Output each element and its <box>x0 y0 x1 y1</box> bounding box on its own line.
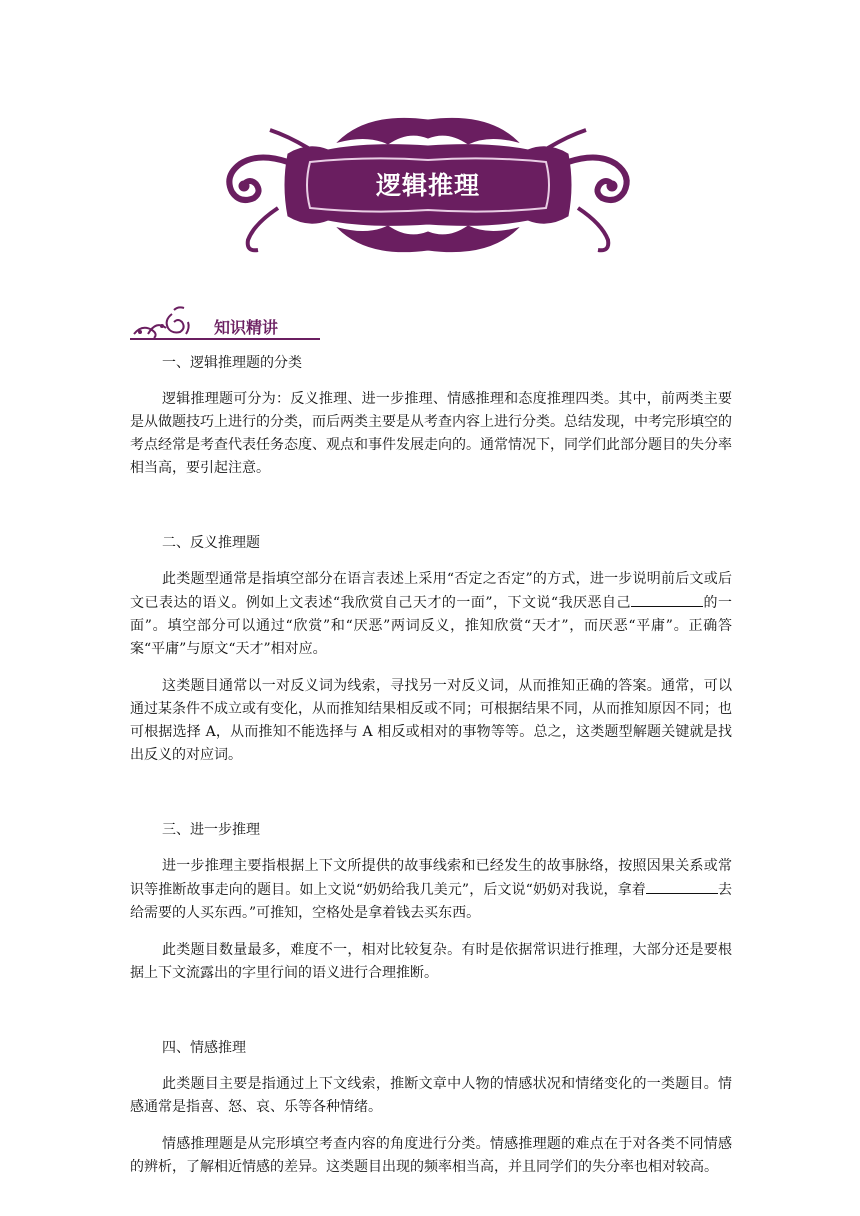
paragraph-text: 进一步推理主要指根据上下文所提供的故事线索和已经发生的故事脉络，按照因果关系或常识等推断故事走向的题目。如上文说“奶奶给我几美元”，后文说“奶奶对我说，拿着 <box>130 858 732 898</box>
paragraph <box>130 1133 732 1179</box>
paragraph-text: 此类题目主要是指通过上下文线索，推断文章中人物的情感状况和情绪变化的一类题目。情感通常是指喜、怒、哀、乐等各种情绪。 <box>130 1076 732 1115</box>
section-title: 知识精讲 <box>214 318 279 337</box>
block-heading: 三、进一步推理 <box>162 822 260 838</box>
floral-ornament-icon <box>128 304 208 340</box>
block-antonym <box>130 532 732 767</box>
paragraph-text: 逻辑推理题可分为：反义推理、进一步推理、情感推理和态度推理四类。其中，前两类主要是从做题技巧上进行的分类，而后两类主要是从考查内容上进行分类。总结发现，中考完形填空的考点经常是考查代表任务态度、观点和事件发展走向的。通常情况下，同学们此部分题目的失分率相当高，要引起注意。 <box>130 391 732 476</box>
page-title: 逻辑推理 <box>375 171 480 200</box>
block-classification <box>130 352 732 480</box>
paragraph <box>130 675 732 767</box>
block-emotion <box>130 1037 732 1179</box>
section-underline <box>130 338 320 340</box>
block-heading: 四、情感推理 <box>162 1040 246 1056</box>
content-body <box>130 352 732 1179</box>
paragraph-text: 这类题目通常以一对反义词为线索，寻找另一对反义词，从而推知正确的答案。通常，可以通过某条件不成立或有变化，从而推知结果相反或不同；可根据结果不同，从而推知原因不同；也可根据选择 A，从而推知不能选择与 A 相反或相对的事物等等。总之，这类题型解题关键就是找出反义的对应词。 <box>130 678 732 763</box>
block-further-inference <box>130 819 732 985</box>
paragraph-text: 去给需要的人买东西。”可推知，空格处是拿着钱去买东西。 <box>130 882 732 921</box>
fill-blank <box>646 878 718 894</box>
paragraph <box>130 568 732 661</box>
block-heading: 二、反义推理题 <box>162 535 260 551</box>
paragraph-text: 此类题目数量最多，难度不一，相对比较复杂。有时是依据常识进行推理，大部分还是要根据上下文流露出的字里行间的语义进行合理推断。 <box>130 942 732 981</box>
paragraph <box>130 855 732 925</box>
section-header <box>128 304 328 342</box>
paragraph-text: 此类题型通常是指填空部分在语言表述上采用“否定之否定”的方式，进一步说明前后文或后文已表达的语义。例如上文表述“我欣赏自己天才的一面”，下文说“我厌恶自己 <box>130 571 732 611</box>
fill-blank <box>631 591 703 607</box>
block-heading: 一、逻辑推理题的分类 <box>162 355 302 371</box>
paragraph <box>130 1073 732 1119</box>
paragraph-text: 的一面”。填空部分可以通过“欣赏”和“厌恶”两词反义，推知欣赏“天才”，而厌恶“平庸”。正确答案“平庸”与原文“天才”相对应。 <box>130 595 732 657</box>
paragraph <box>130 939 732 985</box>
paragraph-text: 情感推理题是从完形填空考查内容的角度进行分类。情感推理题的难点在于对各类不同情感的辨析，了解相近情感的差异。这类题目出现的频率相当高，并且同学们的失分率也相对较高。 <box>130 1136 732 1175</box>
paragraph <box>130 388 732 480</box>
